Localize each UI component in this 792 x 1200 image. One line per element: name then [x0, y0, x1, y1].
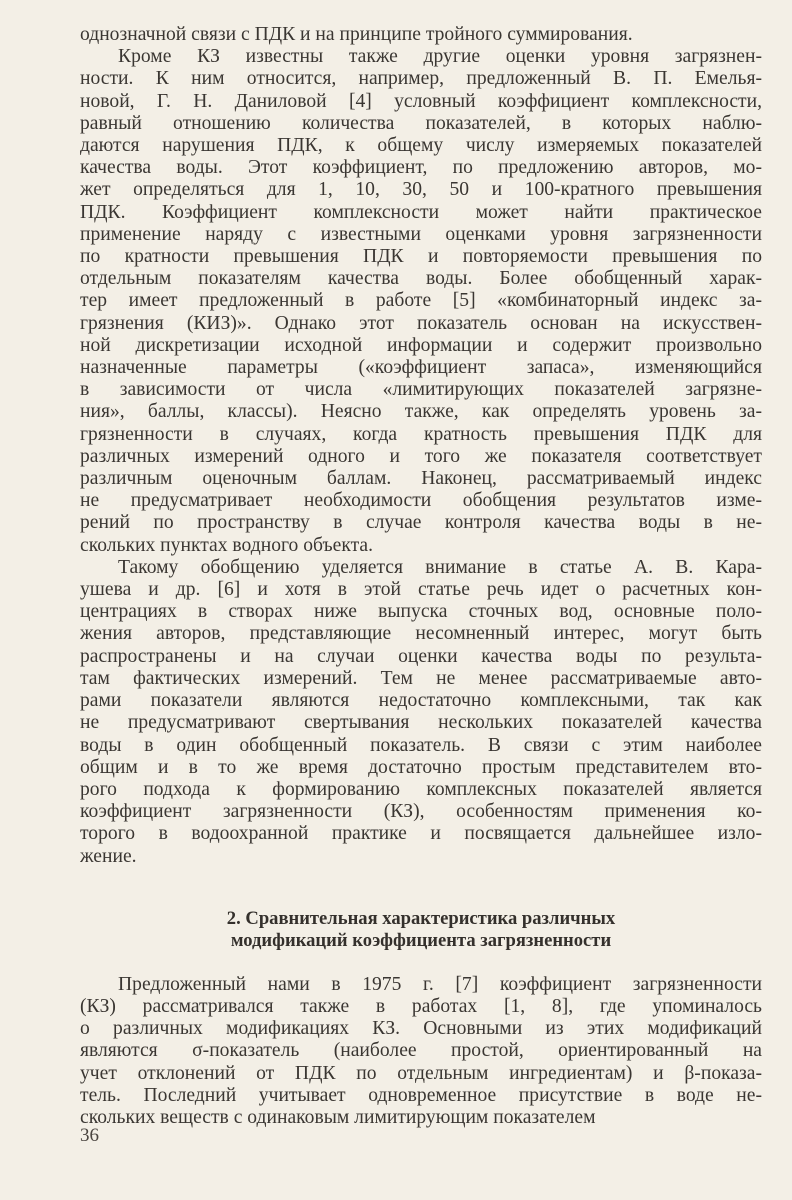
text-line: жет определяться для 1, 10, 30, 50 и 100-кратного превышения — [80, 179, 762, 201]
text-line: рами показатели являются недостаточно комплексными, так как — [80, 690, 762, 712]
text-line: качества воды. Этот коэффициент, по предложению авторов, мо- — [80, 157, 762, 179]
text-line: коэффициент загрязненности (КЗ), особенностям применения ко- — [80, 801, 762, 823]
text-line: Такому обобщению уделяется внимание в статье А. В. Кара- — [118, 556, 762, 578]
text-line: применение наряду с известными оценками уровня загрязненности — [80, 223, 762, 245]
text-line: о различных модификациях КЗ. Основными из этих модификаций — [80, 1018, 762, 1040]
page-number: 36 — [80, 1125, 99, 1146]
text-line: Предложенный нами в 1975 г. [7] коэффициент загрязненности — [118, 973, 762, 995]
text-line: отдельным показателям качества воды. Более обобщенный харак- — [80, 268, 762, 290]
text-line: равный отношению количества показателей, в которых наблю- — [80, 112, 762, 134]
paragraph — [80, 974, 762, 1129]
text-line: ния», баллы, классы). Неясно также, как определять уровень за- — [80, 401, 762, 423]
text-line: назначенные параметры («коэффициент запаса», изменяющийся — [80, 357, 762, 379]
text-line: там фактических измерений. Тем не менее рассматриваемые авто- — [80, 667, 762, 689]
text-line: жение. — [80, 845, 137, 867]
paragraph — [80, 24, 762, 46]
text-line: не предусматривает необходимости обобщения результатов изме- — [80, 490, 762, 512]
text-line: различных измерений одного и того же показателя соответствует — [80, 445, 762, 467]
section-heading-line-2: модификаций коэффициента загрязненности — [230, 929, 612, 951]
text-line: скольких пунктах водного объекта. — [80, 534, 374, 556]
text-line: грязнения (КИЗ)». Однако этот показатель основан на искусствен- — [80, 312, 762, 334]
text-line: ности. К ним относится, например, предложенный В. П. Емелья- — [80, 68, 762, 90]
text-line: распространены и на случаи оценки качества воды по результа- — [80, 645, 762, 667]
text-line: даются нарушения ПДК, к общему числу измеряемых показателей — [80, 135, 762, 157]
text-line: торого в водоохранной практике и посвящается дальнейшее изло- — [80, 823, 762, 845]
text-line: новой, Г. Н. Даниловой [4] условный коэффициент комплексности, — [80, 90, 762, 112]
text-line: (КЗ) рассматривался также в работах [1, 8], где упоминалось — [80, 995, 762, 1017]
text-line: учет отклонений от ПДК по отдельным ингредиентам) и β-показа- — [80, 1062, 762, 1084]
text-line: Кроме КЗ известны также другие оценки уровня загрязнен- — [118, 46, 762, 68]
body-text-bottom — [80, 974, 762, 1129]
text-line: по кратности превышения ПДК и повторяемости превышения по — [80, 246, 762, 268]
text-line: общим и в то же время достаточно простым представителем вто- — [80, 756, 762, 778]
text-line: являются σ-показатель (наиболее простой, ориентированный на — [80, 1040, 762, 1062]
paragraph — [80, 46, 762, 557]
text-line: тель. Последний учитывает одновременное присутствие в воде не- — [80, 1084, 762, 1106]
text-line: однозначной связи с ПДК и на принципе тройного суммирования. — [80, 24, 633, 45]
text-line: центрациях в створах ниже выпуска сточных вод, основные поло- — [80, 601, 762, 623]
section-heading — [80, 908, 762, 952]
text-line: рений по пространству в случае контроля качества воды в не- — [80, 512, 762, 534]
section-heading-line-1: 2. Сравнительная характеристика различных — [226, 907, 616, 929]
text-line: грязненности в случаях, когда кратность превышения ПДК для — [80, 423, 762, 445]
body-text-top — [80, 24, 762, 868]
text-line: тер имеет предложенный в работе [5] «комбинаторный индекс за- — [80, 290, 762, 312]
text-line: ушева и др. [6] и хотя в этой статье речь идет о расчетных кон- — [80, 579, 762, 601]
text-line: жения авторов, представляющие несомненный интерес, могут быть — [80, 623, 762, 645]
text-line: воды в один обобщенный показатель. В связи с этим наиболее — [80, 734, 762, 756]
text-line: ПДК. Коэффициент комплексности может найти практическое — [80, 201, 762, 223]
paragraph — [80, 557, 762, 868]
text-line: в зависимости от числа «лимитирующих показателей загрязне- — [80, 379, 762, 401]
text-line: различным оценочным баллам. Наконец, рассматриваемый индекс — [80, 468, 762, 490]
text-line: не предусматривают свертывания нескольких показателей качества — [80, 712, 762, 734]
text-line: ной дискретизации исходной информации и содержит произвольно — [80, 334, 762, 356]
text-line: скольких веществ с одинаковым лимитирующим показателем — [80, 1106, 596, 1128]
text-line: рого подхода к формированию комплексных показателей является — [80, 778, 762, 800]
